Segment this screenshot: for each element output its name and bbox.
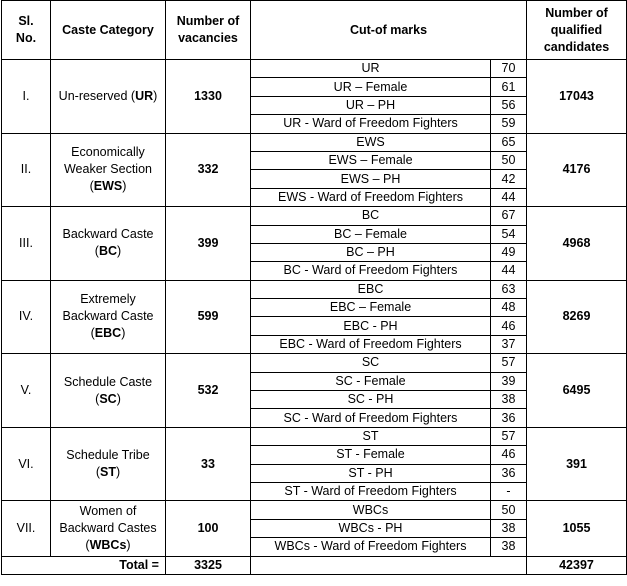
sl-no-cell: V. <box>2 354 51 428</box>
cutoff-label-cell: SC - Ward of Freedom Fighters <box>251 409 491 427</box>
table-row <box>2 207 627 225</box>
table-header-row <box>2 1 627 60</box>
cutoff-mark-cell: 38 <box>491 391 527 409</box>
table-row <box>2 280 627 298</box>
cutoff-label-cell: SC - PH <box>251 391 491 409</box>
table-body <box>2 60 627 557</box>
qualified-candidates-cell: 6495 <box>527 354 627 428</box>
cutoff-mark-cell: 67 <box>491 207 527 225</box>
qualified-candidates-cell: 17043 <box>527 60 627 134</box>
cutoff-label-cell: EWS <box>251 133 491 151</box>
cutoff-mark-cell: 38 <box>491 538 527 556</box>
header-vacancies: Number of vacancies <box>166 1 251 60</box>
cutoff-mark-cell: 42 <box>491 170 527 188</box>
table-row <box>2 354 627 372</box>
caste-category-cell <box>51 501 166 556</box>
sl-no-cell: III. <box>2 207 51 281</box>
category-name: Economically Weaker Section ( <box>63 145 152 194</box>
category-code: ST <box>100 465 116 480</box>
sl-no-cell: VII. <box>2 501 51 556</box>
vacancies-cell: 399 <box>166 207 251 281</box>
sl-no-cell: II. <box>2 133 51 207</box>
category-close-paren: ) <box>117 244 122 259</box>
cutoff-label-cell: BC – PH <box>251 243 491 261</box>
caste-category-cell <box>51 354 166 428</box>
cutoff-mark-cell: 37 <box>491 335 527 353</box>
qualified-candidates-cell: 4968 <box>527 207 627 281</box>
vacancies-cell: 532 <box>166 354 251 428</box>
cutoff-label-cell: UR – Female <box>251 78 491 96</box>
cutoff-label-cell: EWS – PH <box>251 170 491 188</box>
cutoff-mark-cell: 59 <box>491 115 527 133</box>
cutoff-label-cell: SC <box>251 354 491 372</box>
cutoff-label-cell: EBC - Ward of Freedom Fighters <box>251 335 491 353</box>
caste-category-cell <box>51 133 166 207</box>
qualified-candidates-cell: 391 <box>527 427 627 501</box>
category-code: EWS <box>93 179 123 194</box>
total-label: Total = <box>2 556 166 574</box>
vacancies-cell: 599 <box>166 280 251 354</box>
cutoff-mark-cell: 49 <box>491 243 527 261</box>
cutoff-label-cell: WBCs - Ward of Freedom Fighters <box>251 538 491 556</box>
qualified-candidates-cell: 4176 <box>527 133 627 207</box>
qualified-candidates-cell: 8269 <box>527 280 627 354</box>
category-close-paren: ) <box>122 179 127 194</box>
category-close-paren: ) <box>115 465 121 480</box>
cutoff-mark-cell: 57 <box>491 354 527 372</box>
cutoff-label-cell: EBC <box>251 280 491 298</box>
header-qualified-candidates: Number of qualified candidates <box>527 1 627 60</box>
vacancies-cell: 332 <box>166 133 251 207</box>
sl-no-cell: IV. <box>2 280 51 354</box>
cutoff-label-cell: EBC – Female <box>251 299 491 317</box>
table-row <box>2 60 627 78</box>
cutoff-label-cell: SC - Female <box>251 372 491 390</box>
cutoff-mark-cell: 36 <box>491 464 527 482</box>
header-cutoff-marks: Cut-of marks <box>251 1 527 60</box>
cutoff-mark-cell: 63 <box>491 280 527 298</box>
table-row <box>2 133 627 151</box>
cutoff-mark-cell: 61 <box>491 78 527 96</box>
category-close-paren: ) <box>126 537 131 552</box>
cutoff-label-cell: BC - Ward of Freedom Fighters <box>251 262 491 280</box>
cutoff-mark-cell: 70 <box>491 60 527 78</box>
total-qualified: 42397 <box>527 556 627 574</box>
header-caste-category: Caste Category <box>51 1 166 60</box>
vacancies-cell: 33 <box>166 427 251 501</box>
cutoff-label-cell: ST - Female <box>251 446 491 464</box>
cutoff-label-cell: EWS - Ward of Freedom Fighters <box>251 188 491 206</box>
category-name: Un-reserved ( <box>58 88 136 103</box>
cutoff-label-cell: BC – Female <box>251 225 491 243</box>
caste-category-cell <box>51 280 166 354</box>
cutoff-mark-cell: - <box>491 482 527 500</box>
category-close-paren: ) <box>116 391 121 406</box>
cutoff-mark-cell: 38 <box>491 519 527 537</box>
cutoff-mark-cell: 56 <box>491 96 527 114</box>
cutoff-mark-cell: 36 <box>491 409 527 427</box>
cutoff-label-cell: EWS – Female <box>251 151 491 169</box>
cutoff-mark-cell: 50 <box>491 501 527 519</box>
cutoff-label-cell: WBCs <box>251 501 491 519</box>
cutoff-label-cell: BC <box>251 207 491 225</box>
cutoff-label-cell: ST - Ward of Freedom Fighters <box>251 482 491 500</box>
cutoff-mark-cell: 44 <box>491 188 527 206</box>
sl-no-cell: I. <box>2 60 51 134</box>
cutoff-table <box>1 0 627 575</box>
cutoff-label-cell: ST - PH <box>251 464 491 482</box>
cutoff-mark-cell: 46 <box>491 446 527 464</box>
category-name: Schedule Caste ( <box>63 374 153 406</box>
header-sl-no: Sl. No. <box>2 1 51 60</box>
cutoff-mark-cell: 65 <box>491 133 527 151</box>
cutoff-mark-cell: 50 <box>491 151 527 169</box>
total-vacancies: 3325 <box>166 556 251 574</box>
cutoff-mark-cell: 46 <box>491 317 527 335</box>
category-code: WBCs <box>89 537 127 552</box>
category-code: EBC <box>94 326 122 341</box>
sl-no-cell: VI. <box>2 427 51 501</box>
cutoff-label-cell: UR - Ward of Freedom Fighters <box>251 115 491 133</box>
cutoff-label-cell: UR <box>251 60 491 78</box>
cutoff-mark-cell: 48 <box>491 299 527 317</box>
cutoff-mark-cell: 39 <box>491 372 527 390</box>
category-name: Schedule Tribe ( <box>66 448 150 480</box>
cutoff-label-cell: UR – PH <box>251 96 491 114</box>
category-code: SC <box>99 391 117 406</box>
cutoff-mark-cell: 54 <box>491 225 527 243</box>
cutoff-label-cell: EBC - PH <box>251 317 491 335</box>
category-name: Women of Backward Castes ( <box>59 503 157 552</box>
category-code: BC <box>98 244 118 259</box>
cutoff-label-cell: ST <box>251 427 491 445</box>
category-name: Backward Caste ( <box>62 227 154 259</box>
vacancies-cell: 1330 <box>166 60 251 134</box>
total-row <box>2 556 627 574</box>
total-cutoff-empty <box>251 556 527 574</box>
qualified-candidates-cell: 1055 <box>527 501 627 556</box>
category-close-paren: ) <box>121 326 126 341</box>
category-name: Extremely Backward Caste ( <box>62 292 154 341</box>
cutoff-table-container <box>1 0 626 575</box>
category-close-paren: ) <box>153 88 158 103</box>
category-code: UR <box>135 88 154 103</box>
cutoff-mark-cell: 57 <box>491 427 527 445</box>
caste-category-cell <box>51 207 166 281</box>
cutoff-mark-cell: 44 <box>491 262 527 280</box>
table-row <box>2 501 627 519</box>
caste-category-cell <box>51 427 166 501</box>
table-row <box>2 427 627 445</box>
caste-category-cell <box>51 60 166 134</box>
cutoff-label-cell: WBCs - PH <box>251 519 491 537</box>
vacancies-cell: 100 <box>166 501 251 556</box>
